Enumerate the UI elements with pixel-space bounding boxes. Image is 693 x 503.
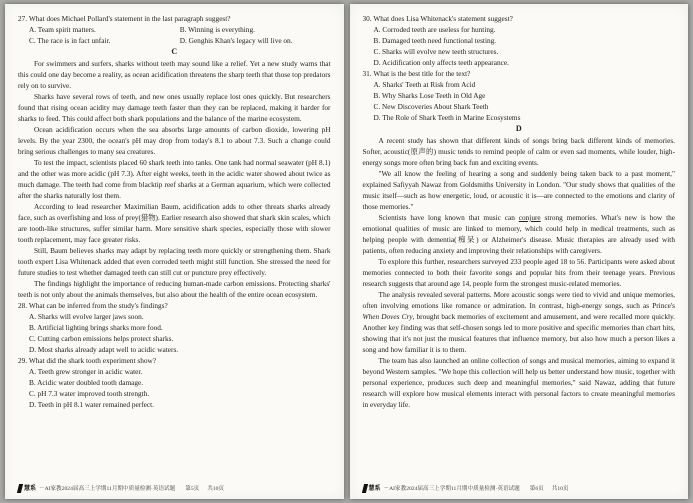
question-28-option-a: A. Sharks will evolve larger jaws soon. — [29, 312, 144, 321]
paragraph-5-pre: The analysis revealed several patterns. More acoustic songs were tied to vivid and unique memories, often involving emotions like romance or admiration. In contrast, high-energy songs, such as Prince's — [362, 290, 675, 310]
paragraph-5-post: , brought back memories of excitement and amusement, and were recalled more quickly. Another key finding was that self-chosen songs led to more positive and specific memories than chart hits, showing that it's not just the musical features that influence memory, but also how much a person likes a song and how familiar it is to them. — [362, 312, 675, 354]
passage-c-paragraph-6: Still, Baum believes sharks may adapt by replacing teeth more quickly or strengthening them. Shark tooth expert Lisa Whitenack added that even corroded teeth might still function. She stressed the need for future studies to test whether damaged teeth can still cut or puncture prey effectively. — [18, 246, 331, 277]
brand-stroke-icon — [17, 484, 23, 493]
question-28-option-d: D. Most sharks already adapt well to acidic waters. — [29, 345, 179, 354]
question-29-option-d: D. Teeth in pH 8.1 water remained perfect. — [29, 400, 154, 409]
footer-page-total: 共10页 — [551, 485, 569, 492]
passage-d-paragraph-5 — [363, 289, 676, 355]
question-27-option-c: C. The race is in fact unfair. — [29, 36, 111, 45]
passage-d-paragraph-4: To explore this further, researchers surveyed 233 people aged 18 to 56. Participants were asked about memories connected to both their favorite songs and popular hits from their teenage years. Previous research suggests that around age 14, people form the strongest music-related memories. — [362, 257, 675, 288]
paragraph-3-post: strong memories. What's new is how the emotional qualities of music are linked to memory, which could help in medical treatments, such as helping people with dementia(痴呆) or Alzheimer's disease. Music therapies are already used with patients, often reducing anxiety and improving their relationships with caregivers. — [362, 213, 675, 255]
page-footer-left — [18, 481, 331, 493]
question-31-option-d: D. The Role of Shark Teeth in Marine Ecosystems — [373, 113, 521, 122]
footer-brand: 慧系 — [24, 485, 37, 492]
footer-page-number: 第5页 — [185, 485, 200, 492]
passage-c-paragraph-7: The findings highlight the importance of reducing human-made carbon emissions. Protecting sharks' teeth is not only about the animals themselves, but also about the health of the entire ocean ecosystem. — [18, 279, 331, 299]
question-31-text: 31. What is the best title for the text? — [362, 69, 471, 78]
footer-exam-title: －AI家教2024届高三上学期11月期中质量检测·英语试题 — [39, 485, 176, 492]
question-27-options-row-1 — [18, 24, 331, 35]
footer-page-number: 第6页 — [529, 485, 544, 492]
passage-c-paragraph-5: According to lead researcher Maximilian Baum, acidification adds to other threats sharks already face, such as overfishing and loss of prey(猎物). Earlier research also showed that shark skin scales, which are tooth-like structures, suffer similar harm. More sensitive shark species, especially those with slower tooth replacement, may face greater risks. — [18, 202, 331, 244]
question-30-text: 30. What does Lisa Whitenack's statement suggest? — [362, 14, 513, 23]
question-28-option-c: C. Cutting carbon emissions helps protect sharks. — [29, 334, 174, 343]
exam-page-left — [5, 4, 344, 499]
passage-c-paragraph-2: Sharks have several rows of teeth, and new ones usually replace lost ones quickly. But researchers found that rising ocean acidity may damage teeth faster than they can be replaced, making it harder for sharks to feed. This could affect both shark populations and the balance of the marine ecosystem. — [18, 92, 331, 123]
question-27-option-b: B. Winning is everything. — [179, 25, 255, 34]
footer-exam-title: －AI家教2024届高三上学期11月期中质量检测·英语试题 — [383, 485, 520, 492]
question-29-option-b: B. Acidic water doubled tooth damage. — [29, 378, 144, 387]
passage-d-paragraph-6: The team has also launched an online collection of songs and musical memories, aiming to expand it beyond Western samples. "We hope this collection will help us better understand how music, together with personal experience, produces such deep and meaningful memories," said Nawaz, adding that future research will explore how musical elements interact with personal factors to create meaningful memories in everyday life. — [362, 356, 675, 409]
passage-d-paragraph-1: A recent study has shown that different kinds of songs bring back different kinds of memories. Softer, acoustic(原声的) music tends to remind people of calm or even sad moments, while louder, high-energy songs more often bring back fun and exciting events. — [362, 136, 675, 167]
passage-d-paragraph-3 — [363, 212, 676, 256]
passage-c-paragraph-4: To test the impact, scientists placed 60 shark teeth into tanks. One tank had normal seawater (pH 8.1) and the other was more acidic (pH 7.3). After eight weeks, teeth in the acidic water showed about twice as much damage. The teeth had come from blacktip reef sharks at a German aquarium, which were collected after the sharks naturally lost them. — [18, 158, 331, 200]
footer-page-total: 共10页 — [207, 485, 225, 492]
question-30-option-b: B. Damaged teeth need functional testing. — [373, 36, 497, 45]
question-31-option-b: B. Why Sharks Lose Teeth in Old Age — [373, 91, 486, 100]
song-title-italic: When Doves Cry — [362, 312, 413, 321]
underlined-word-conjure: conjure — [518, 213, 541, 222]
page-footer-right — [363, 481, 676, 493]
question-29-text: 29. What did the shark tooth experiment show? — [18, 356, 157, 365]
passage-d-label: D — [515, 124, 522, 133]
question-31-option-a: A. Sharks' Teeth at Risk from Acid — [373, 80, 476, 89]
question-28-text: 28. What can be inferred from the study's findings? — [18, 301, 168, 310]
passage-c-label: C — [171, 47, 178, 56]
question-31-option-c: C. New Discoveries About Shark Teeth — [373, 102, 489, 111]
footer-brand: 慧系 — [368, 485, 381, 492]
question-29-option-c: C. pH 7.3 water improved tooth strength. — [29, 389, 150, 398]
question-30-option-d: D. Acidification only affects teeth appearance. — [373, 58, 509, 67]
question-27-option-a: A. Team spirit matters. — [29, 25, 96, 34]
exam-page-right — [350, 4, 689, 499]
question-30-option-c: C. Sharks will evolve new teeth structures. — [373, 47, 499, 56]
passage-c-paragraph-3: Ocean acidification occurs when the sea absorbs large amounts of carbon dioxide, lowering pH levels. By the year 2300, the ocean's pH may drop from today's 8.1 to about 7.3. Such a change could bring serious challenges to many sea creatures. — [18, 125, 331, 156]
question-27-text: 27. What does Michael Pollard's statement in the last paragraph suggest? — [18, 14, 231, 23]
question-27-option-d: D. Genghis Khan's legacy will live on. — [179, 36, 293, 45]
passage-c-paragraph-1: For swimmers and surfers, sharks without teeth may sound like a relief. Yet a new study warns that this could one day become a reality, as ocean acidification threatens the sharp teeth that those top predators rely on to survive. — [18, 59, 331, 90]
brand-stroke-icon — [361, 484, 367, 493]
question-28-option-b: B. Artificial lighting brings sharks more food. — [29, 323, 163, 332]
passage-d-paragraph-2: "We all know the feeling of hearing a song and suddenly being taken back to a past moment," explained Safiyyah Nawaz from Goldsmiths University in London. "Our study shows that qualities of the music itself—such as how energetic, loud, or acoustic it is—are connected to the emotions and clarity of those memories." — [362, 169, 675, 211]
question-29-option-a: A. Teeth grew stronger in acidic water. — [29, 367, 143, 376]
question-30-option-a: A. Corroded teeth are useless for hunting. — [373, 25, 496, 34]
paragraph-3-pre: Scientists have long known that music can — [378, 213, 519, 222]
question-27-options-row-2 — [18, 35, 331, 46]
